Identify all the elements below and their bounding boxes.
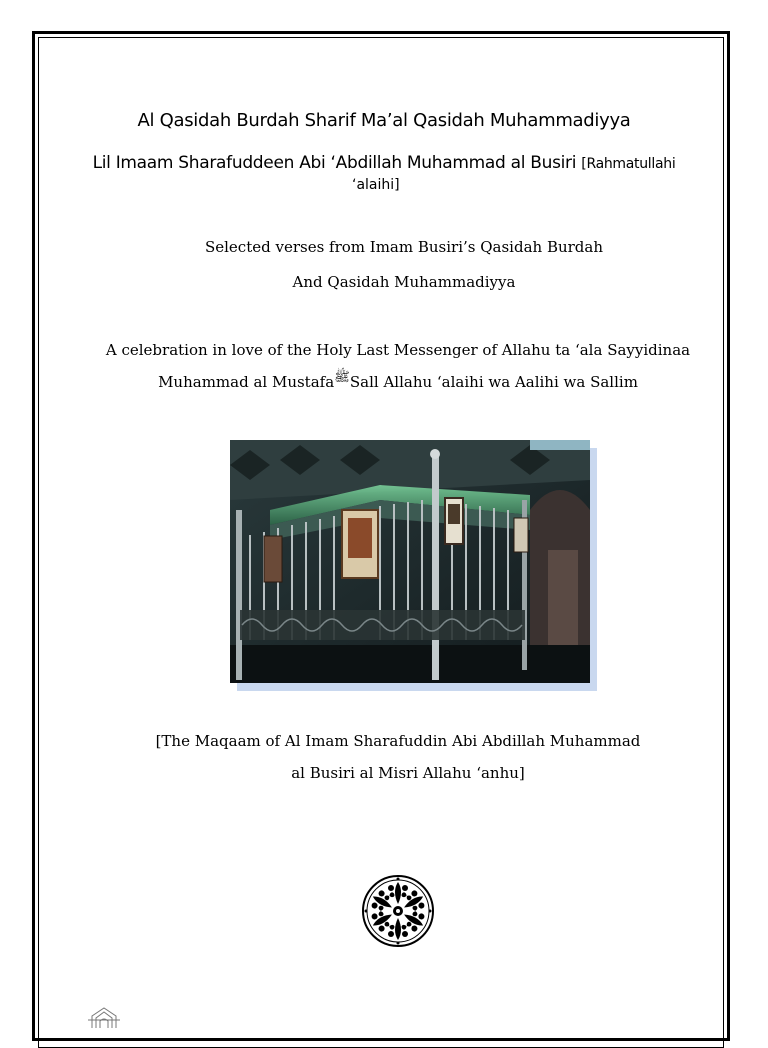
salawat-calligraphy-icon: ﷺ (334, 370, 350, 385)
celebration-name: Muhammad al Mustafa (158, 373, 335, 391)
photo-caption-line-2: al Busiri al Misri Allahu ‘anhu] (291, 764, 525, 782)
shrine-illustration (230, 440, 590, 683)
author-line (0, 153, 768, 173)
mosque-logo-icon (84, 1006, 124, 1028)
celebration-line-2 (14, 370, 768, 394)
author-honorific-end: ‘alaihi] (352, 177, 400, 193)
floral-seal-icon (361, 874, 435, 948)
selected-verses-line-2: And Qasidah Muhammadiyya (292, 273, 516, 291)
author-honorific-start: [Rahmatullahi (581, 156, 676, 172)
selected-verses-line-1: Selected verses from Imam Busiri’s Qasidah Burdah (204, 238, 604, 256)
celebration-line-1: A celebration in love of the Holy Last Messenger of Allahu ta ‘ala Sayyidinaa (105, 341, 691, 359)
photo-caption-line-1: [The Maqaam of Al Imam Sharafuddin Abi Abdillah Muhammad (155, 732, 641, 750)
document-title: Al Qasidah Burdah Sharif Ma’al Qasidah Muhammadiyya (137, 110, 631, 131)
author-name: Lil Imaam Sharafuddeen Abi ‘Abdillah Muhammad al Busiri (92, 153, 577, 173)
celebration-salutation: Sall Allahu ‘alaihi wa Aalihi wa Sallim (349, 373, 638, 391)
shrine-photo (230, 440, 590, 683)
